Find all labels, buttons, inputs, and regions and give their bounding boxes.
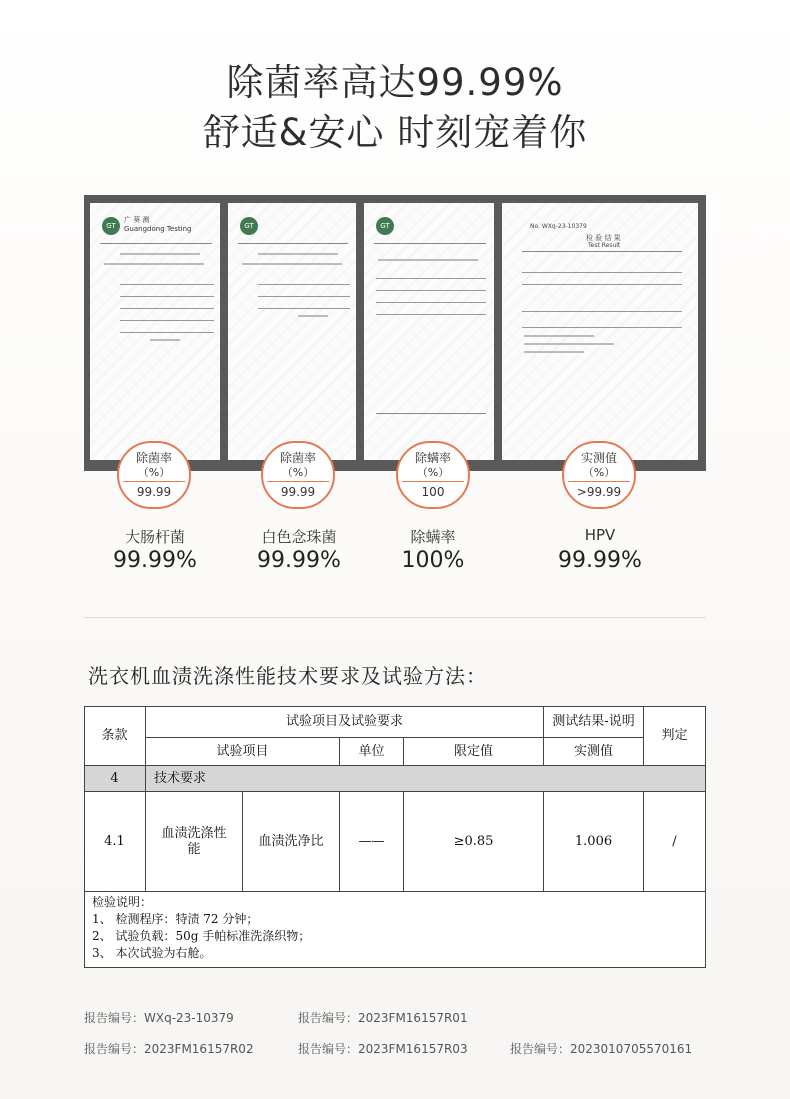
section-number: 4 (84, 766, 146, 792)
row-clause: 4.1 (84, 792, 146, 892)
headline-subtitle: 舒适&安心 时刻宠着你 (202, 111, 588, 154)
header-clause: 条款 (84, 706, 146, 766)
report-number-4: 报告编号：2023FM16157R03 (298, 1042, 468, 1056)
note-item: 1、 检测程序：特渍 72 分钟； (92, 912, 259, 926)
badge-unit: （%） (416, 466, 450, 479)
header-measured: 实测值 (544, 738, 644, 766)
section-name: 技术要求 (146, 766, 706, 792)
stat-value-candida: 99.99% (257, 548, 341, 573)
stat-value-ecoli: 99.99% (113, 548, 197, 573)
report-number-3: 报告编号：2023FM16157R02 (84, 1042, 254, 1056)
report-number-5: 报告编号：2023010705570161 (510, 1042, 693, 1056)
badge-unit: （%） (137, 466, 171, 479)
badge-unit: （%） (281, 466, 315, 479)
test-report-candida (228, 203, 356, 460)
stat-name-hpv: HPV (584, 526, 616, 544)
lab-logo-text: 广 葵 测 Guangdong Testing (124, 216, 192, 233)
headline-title: 除菌率高达99.99% (226, 61, 564, 104)
test-report-hpv: No. WXq-23-10379 检 验 结 果 Test Result (502, 203, 698, 460)
row-limit: ≥0.85 (404, 792, 544, 892)
report-number-2: 报告编号：2023FM16157R01 (298, 1011, 468, 1025)
badge-unit: （%） (582, 466, 616, 479)
requirements-table (84, 706, 706, 968)
header-result-group: 测试结果-说明 (544, 706, 644, 738)
badge-label: 除螨率 (414, 451, 451, 465)
row-verdict: / (644, 792, 706, 892)
lab-logo-icon: GT (240, 217, 258, 235)
stat-value-hpv: 99.99% (558, 548, 642, 573)
stat-name-candida: 白色念珠菌 (261, 528, 337, 546)
header-test-item: 试验项目 (146, 738, 340, 766)
stat-name-ecoli: 大肠杆菌 (124, 528, 185, 546)
badge-value: 99.99 (136, 485, 172, 499)
result-badge-2 (261, 441, 335, 509)
lab-logo-icon: GT (102, 217, 120, 235)
badge-value: 99.99 (280, 485, 316, 499)
test-report-images (84, 195, 706, 471)
badge-value: 100 (421, 485, 445, 499)
result-badge-4 (562, 441, 636, 509)
row-unit: —— (340, 792, 404, 892)
stat-name-mite: 除螨率 (410, 528, 456, 546)
row-measured: 1.006 (544, 792, 644, 892)
badge-label: 实测值 (580, 451, 617, 465)
test-notes (92, 894, 310, 962)
section-divider (84, 617, 706, 618)
lab-logo-icon: GT (376, 217, 394, 235)
badge-value: >99.99 (576, 485, 622, 499)
test-report-ecoli (90, 203, 220, 460)
header-test-group: 试验项目及试验要求 (146, 706, 544, 738)
badge-label: 除菌率 (135, 451, 172, 465)
row-sub-item: 血渍洗净比 (243, 792, 340, 892)
header-unit: 单位 (340, 738, 404, 766)
notes-title: 检验说明： (92, 895, 153, 909)
report-number-1: 报告编号：WXq-23-10379 (84, 1011, 234, 1025)
section-title: 洗衣机血渍洗涤性能技术要求及试验方法： (88, 664, 487, 688)
header-limit: 限定值 (404, 738, 544, 766)
test-report-mite (364, 203, 494, 460)
row-item: 血渍洗涤性能 (146, 792, 243, 892)
note-item: 2、 试验负载：50g 手帕标准洗涤织物； (92, 929, 311, 943)
badge-label: 除菌率 (279, 451, 316, 465)
note-item: 3、 本次试验为右舱。 (92, 946, 212, 960)
result-badge-3 (396, 441, 470, 509)
stat-value-mite: 100% (401, 548, 465, 573)
result-badge-1 (117, 441, 191, 509)
header-verdict: 判定 (644, 706, 706, 766)
